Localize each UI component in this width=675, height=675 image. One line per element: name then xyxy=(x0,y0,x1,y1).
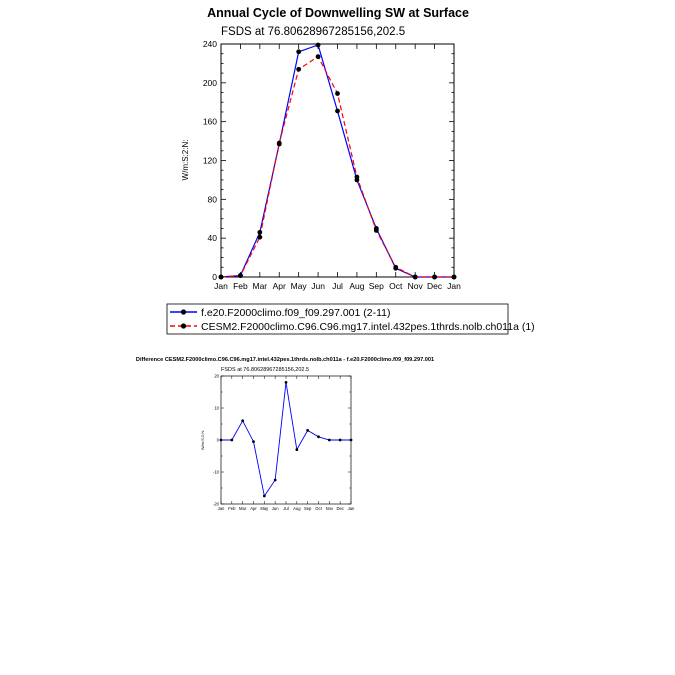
x-tick-label: Jun xyxy=(311,281,325,291)
data-point xyxy=(335,109,340,114)
x-tick-label: Jan xyxy=(217,506,225,511)
data-point xyxy=(295,448,298,451)
data-point xyxy=(317,435,320,438)
data-point xyxy=(257,235,262,240)
x-tick-label: May xyxy=(290,281,307,291)
x-tick-label: Nov xyxy=(407,281,423,291)
y-tick-label: 0 xyxy=(216,437,219,443)
y-tick-label: 200 xyxy=(202,77,217,88)
data-point xyxy=(316,43,321,48)
data-point xyxy=(335,91,340,96)
chart-subtitle: FSDS at 76.80628967285156,202.5 xyxy=(221,26,406,38)
diff-y-axis-label: W/m:S:2:N: xyxy=(200,429,205,451)
data-point xyxy=(263,495,266,498)
data-point xyxy=(219,275,224,280)
data-point xyxy=(393,265,398,270)
data-point xyxy=(277,141,282,146)
x-tick-label: Oct xyxy=(389,281,403,291)
x-tick-label: Feb xyxy=(228,506,236,511)
y-tick-label: 0 xyxy=(212,271,217,282)
series-line-1 xyxy=(221,45,454,277)
data-point xyxy=(413,275,418,280)
x-tick-label: Sep xyxy=(368,281,384,291)
data-point xyxy=(220,439,223,442)
series-line-1 xyxy=(221,382,351,496)
x-tick-label: Apr xyxy=(250,506,257,511)
x-tick-label: Oct xyxy=(315,506,322,511)
data-point xyxy=(316,54,321,59)
legend-label-1: f.e20.F2000climo.f09_f09.297.001 (2-11) xyxy=(201,307,391,319)
x-tick-label: Jul xyxy=(283,506,289,511)
x-tick-label: Aug xyxy=(293,506,301,511)
y-tick-label: -20 xyxy=(212,501,219,507)
x-tick-label: Jan xyxy=(347,506,355,511)
data-point xyxy=(432,275,437,280)
legend xyxy=(167,304,535,334)
x-tick-label: Mar xyxy=(239,506,247,511)
data-point xyxy=(452,275,457,280)
data-point xyxy=(296,67,301,72)
data-point xyxy=(238,273,243,278)
series-line-2 xyxy=(221,57,454,277)
x-tick-label: Apr xyxy=(272,281,286,291)
data-point xyxy=(274,479,277,482)
x-tick-label: Aug xyxy=(349,281,365,291)
data-point xyxy=(257,230,262,235)
y-tick-label: 40 xyxy=(207,233,217,244)
data-point xyxy=(339,439,342,442)
diff-chart-title: Difference CESM2.F2000climo.C96.C96.mg17.intel.432pes.1thrds.nolb.ch011a - f.e20.F2000climo.f09_f09.297.001 xyxy=(135,357,435,363)
y-tick-label: 240 xyxy=(202,38,217,49)
data-point xyxy=(241,419,244,422)
y-tick-label: 120 xyxy=(202,155,217,166)
legend-label-2: CESM2.F2000climo.C96.C96.mg17.intel.432pes.1thrds.nolb.ch011a (1) xyxy=(201,321,535,333)
data-point xyxy=(230,439,233,442)
legend-entry-2 xyxy=(170,321,535,333)
legend-marker xyxy=(181,309,186,314)
data-point xyxy=(374,228,379,233)
data-point xyxy=(306,429,309,432)
x-tick-label: Mar xyxy=(252,281,268,291)
data-point xyxy=(328,439,331,442)
x-tick-label: Feb xyxy=(233,281,248,291)
y-axis-label: W/m:S:2:N: xyxy=(181,139,190,181)
x-tick-label: Dec xyxy=(336,506,344,511)
difference-chart xyxy=(136,357,434,511)
x-tick-label: Sep xyxy=(303,506,312,511)
y-tick-label: 80 xyxy=(207,194,217,205)
x-tick-label: Jan xyxy=(214,281,228,291)
chart-title: Annual Cycle of Downwelling SW at Surface xyxy=(207,6,469,20)
y-tick-label: 160 xyxy=(202,116,217,127)
y-tick-label: -10 xyxy=(212,469,219,475)
x-tick-label: Jul xyxy=(332,281,343,291)
data-point xyxy=(355,175,360,180)
x-tick-label: Jan xyxy=(447,281,461,291)
data-point xyxy=(296,49,301,54)
legend-marker xyxy=(181,323,186,328)
x-tick-label: Dec xyxy=(427,281,443,291)
annual-cycle-chart xyxy=(181,6,469,291)
y-tick-label: 20 xyxy=(214,373,219,379)
diff-chart-subtitle: FSDS at 76.80628967285156,202.5 xyxy=(221,367,310,373)
x-tick-label: Jun xyxy=(271,506,279,511)
data-point xyxy=(252,440,255,443)
x-tick-label: May xyxy=(260,506,269,511)
legend-entry-1 xyxy=(170,307,391,319)
y-tick-label: 10 xyxy=(214,405,219,411)
x-tick-label: Nov xyxy=(325,506,334,511)
data-point xyxy=(285,381,288,384)
data-point xyxy=(350,439,353,442)
